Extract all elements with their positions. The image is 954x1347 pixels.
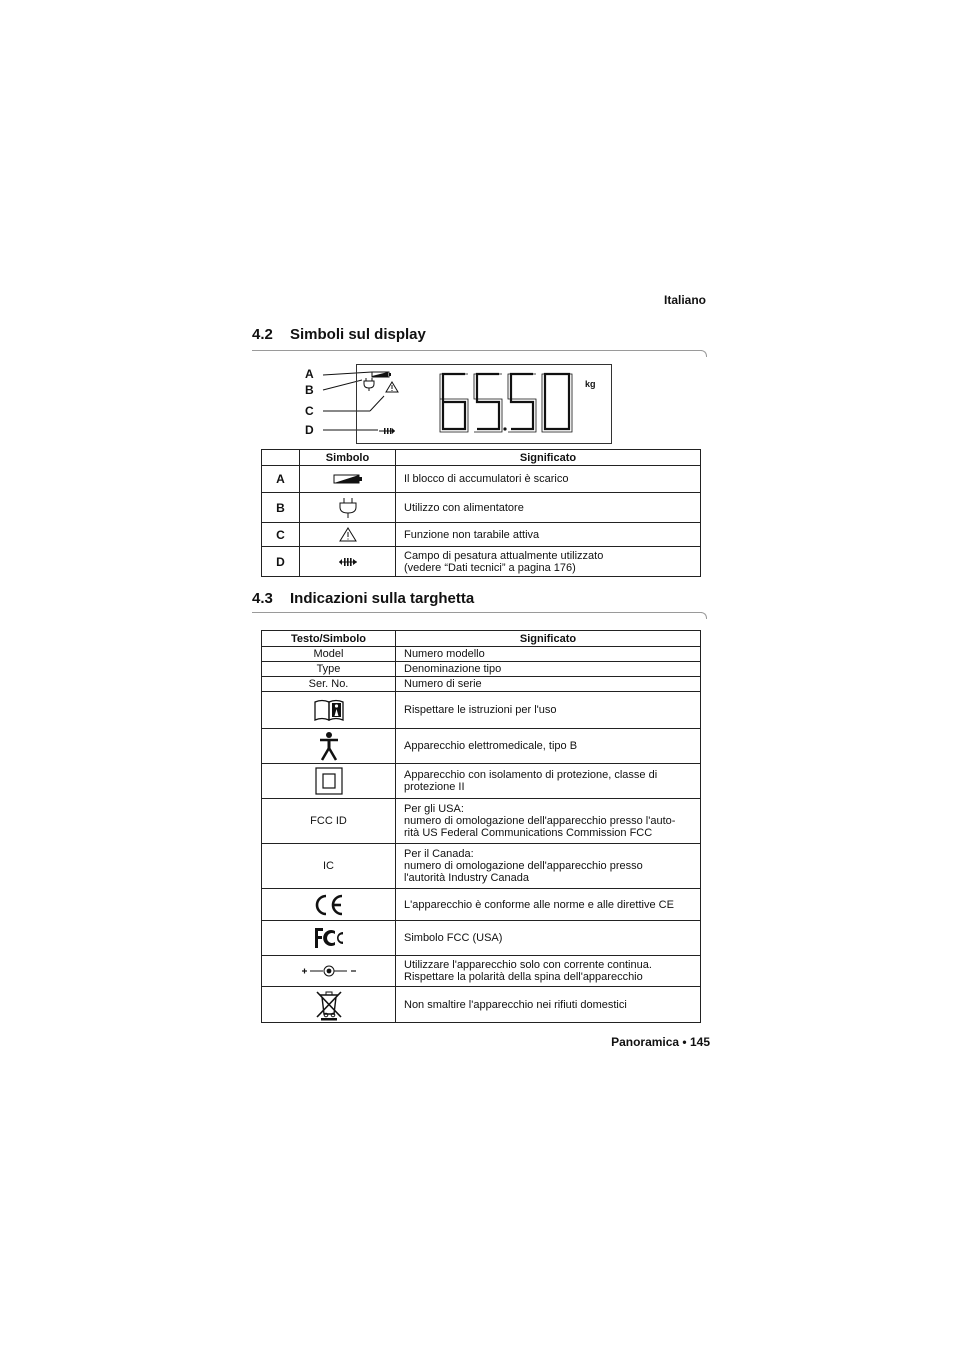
table-row <box>262 921 701 956</box>
type-plate-table <box>261 630 701 1023</box>
meaning-line: Il blocco di accumulatori è scarico <box>404 473 569 485</box>
row-meaning: Apparecchio elettromedicale, tipo B <box>396 729 701 764</box>
row-meaning: Simbolo FCC (USA) <box>396 921 701 956</box>
row-meaning <box>396 493 701 523</box>
table-row <box>262 799 701 844</box>
display-unit: kg <box>585 379 596 389</box>
row-meaning: Numero modello <box>396 647 701 662</box>
row-key: A <box>262 466 300 493</box>
row-meaning <box>396 466 701 493</box>
table-row <box>262 889 701 921</box>
table-row <box>262 692 701 729</box>
table-row <box>262 662 701 677</box>
row-key: D <box>262 547 300 577</box>
row-meaning <box>396 844 701 889</box>
weee-bin-icon <box>262 987 396 1023</box>
section-heading-4-3 <box>252 590 474 607</box>
section-title: Indicazioni sulla targhetta <box>290 590 475 607</box>
table-row <box>262 493 701 523</box>
meaning-line: rità US Federal Communications Commission FCC <box>404 827 653 839</box>
meaning-line: Utilizzare l'apparecchio solo con corrente continua. <box>404 959 652 971</box>
weighing-range-icon <box>300 547 396 577</box>
table-row <box>262 466 701 493</box>
row-meaning <box>396 523 701 547</box>
section-number: 4.3 <box>252 590 273 607</box>
section-rule-hook <box>700 612 707 619</box>
table-row <box>262 987 701 1023</box>
table-row <box>262 729 701 764</box>
row-meaning <box>396 764 701 799</box>
table-header-meaning: Significato <box>396 631 701 647</box>
meaning-line: Utilizzo con alimentatore <box>404 501 524 514</box>
row-meaning <box>396 956 701 987</box>
display-digits <box>437 371 582 435</box>
table-row <box>262 844 701 889</box>
meaning-line: Funzione non tarabile attiva <box>404 528 540 541</box>
table-row <box>262 677 701 692</box>
meaning-line: Apparecchio con isolamento di protezione, classe di <box>404 769 658 781</box>
section-number: 4.2 <box>252 326 273 343</box>
section-rule-hook <box>700 350 707 357</box>
display-label-c: C <box>305 404 314 418</box>
row-text: FCC ID <box>262 799 396 844</box>
scale-display <box>356 364 612 444</box>
instructions-book-icon <box>262 692 396 729</box>
display-plug-icon <box>362 377 376 391</box>
dc-polarity-icon <box>262 956 396 987</box>
row-text: Type <box>262 662 396 677</box>
page-footer: Panoramica • 145 <box>611 1035 710 1049</box>
double-insulation-icon <box>262 764 396 799</box>
row-key: C <box>262 523 300 547</box>
row-meaning: Non smaltire l'apparecchio nei rifiuti domestici <box>396 987 701 1023</box>
table-header-meaning: Significato <box>396 450 701 466</box>
meaning-line: Per gli USA: <box>404 803 464 815</box>
table-row <box>262 523 701 547</box>
table-row <box>262 547 701 577</box>
ce-mark-icon <box>262 889 396 921</box>
table-header-text-symbol: Testo/Simbolo <box>262 631 396 647</box>
battery-low-icon <box>300 466 396 493</box>
fcc-logo-icon <box>262 921 396 956</box>
row-text: Ser. No. <box>262 677 396 692</box>
meaning-line: numero di omologazione dell'apparecchio presso <box>404 860 643 872</box>
section-heading-4-2 <box>252 326 426 343</box>
row-meaning <box>396 799 701 844</box>
display-label-a: A <box>305 367 314 381</box>
row-meaning <box>396 547 701 577</box>
display-label-d: D <box>305 423 314 437</box>
meaning-line: l'autorità Industry Canada <box>404 872 530 884</box>
symbols-table <box>261 449 701 577</box>
table-row <box>262 764 701 799</box>
meaning-line: numero di omologazione dell'apparecchio presso l'auto- <box>404 815 676 827</box>
section-rule <box>252 350 702 351</box>
page-language: Italiano <box>663 293 706 307</box>
table-row <box>262 647 701 662</box>
row-key: B <box>262 493 300 523</box>
row-meaning: L'apparecchio è conforme alle norme e alle direttive CE <box>396 889 701 921</box>
section-title: Simboli sul display <box>290 326 426 343</box>
row-text: IC <box>262 844 396 889</box>
type-b-body-icon <box>262 729 396 764</box>
display-range-icon <box>379 427 395 435</box>
power-plug-icon <box>300 493 396 523</box>
row-text: Model <box>262 647 396 662</box>
display-warning-icon <box>385 381 399 393</box>
warning-triangle-icon <box>300 523 396 547</box>
meaning-line: protezione II <box>404 781 465 793</box>
display-label-b: B <box>305 383 314 397</box>
meaning-line: Campo di pesatura attualmente utilizzato <box>404 549 604 562</box>
section-rule <box>252 612 702 613</box>
meaning-line: Rispettare la polarità della spina dell'apparecchio <box>404 971 643 983</box>
row-meaning: Numero di serie <box>396 677 701 692</box>
meaning-line: Per il Canada: <box>404 848 474 860</box>
row-meaning: Denominazione tipo <box>396 662 701 677</box>
table-row <box>262 956 701 987</box>
row-meaning: Rispettare le istruzioni per l'uso <box>396 692 701 729</box>
table-header-symbol: Simbolo <box>300 450 396 466</box>
meaning-line: (vedere “Dati tecnici” a pagina 176) <box>404 561 576 574</box>
table-header-empty <box>262 450 300 466</box>
